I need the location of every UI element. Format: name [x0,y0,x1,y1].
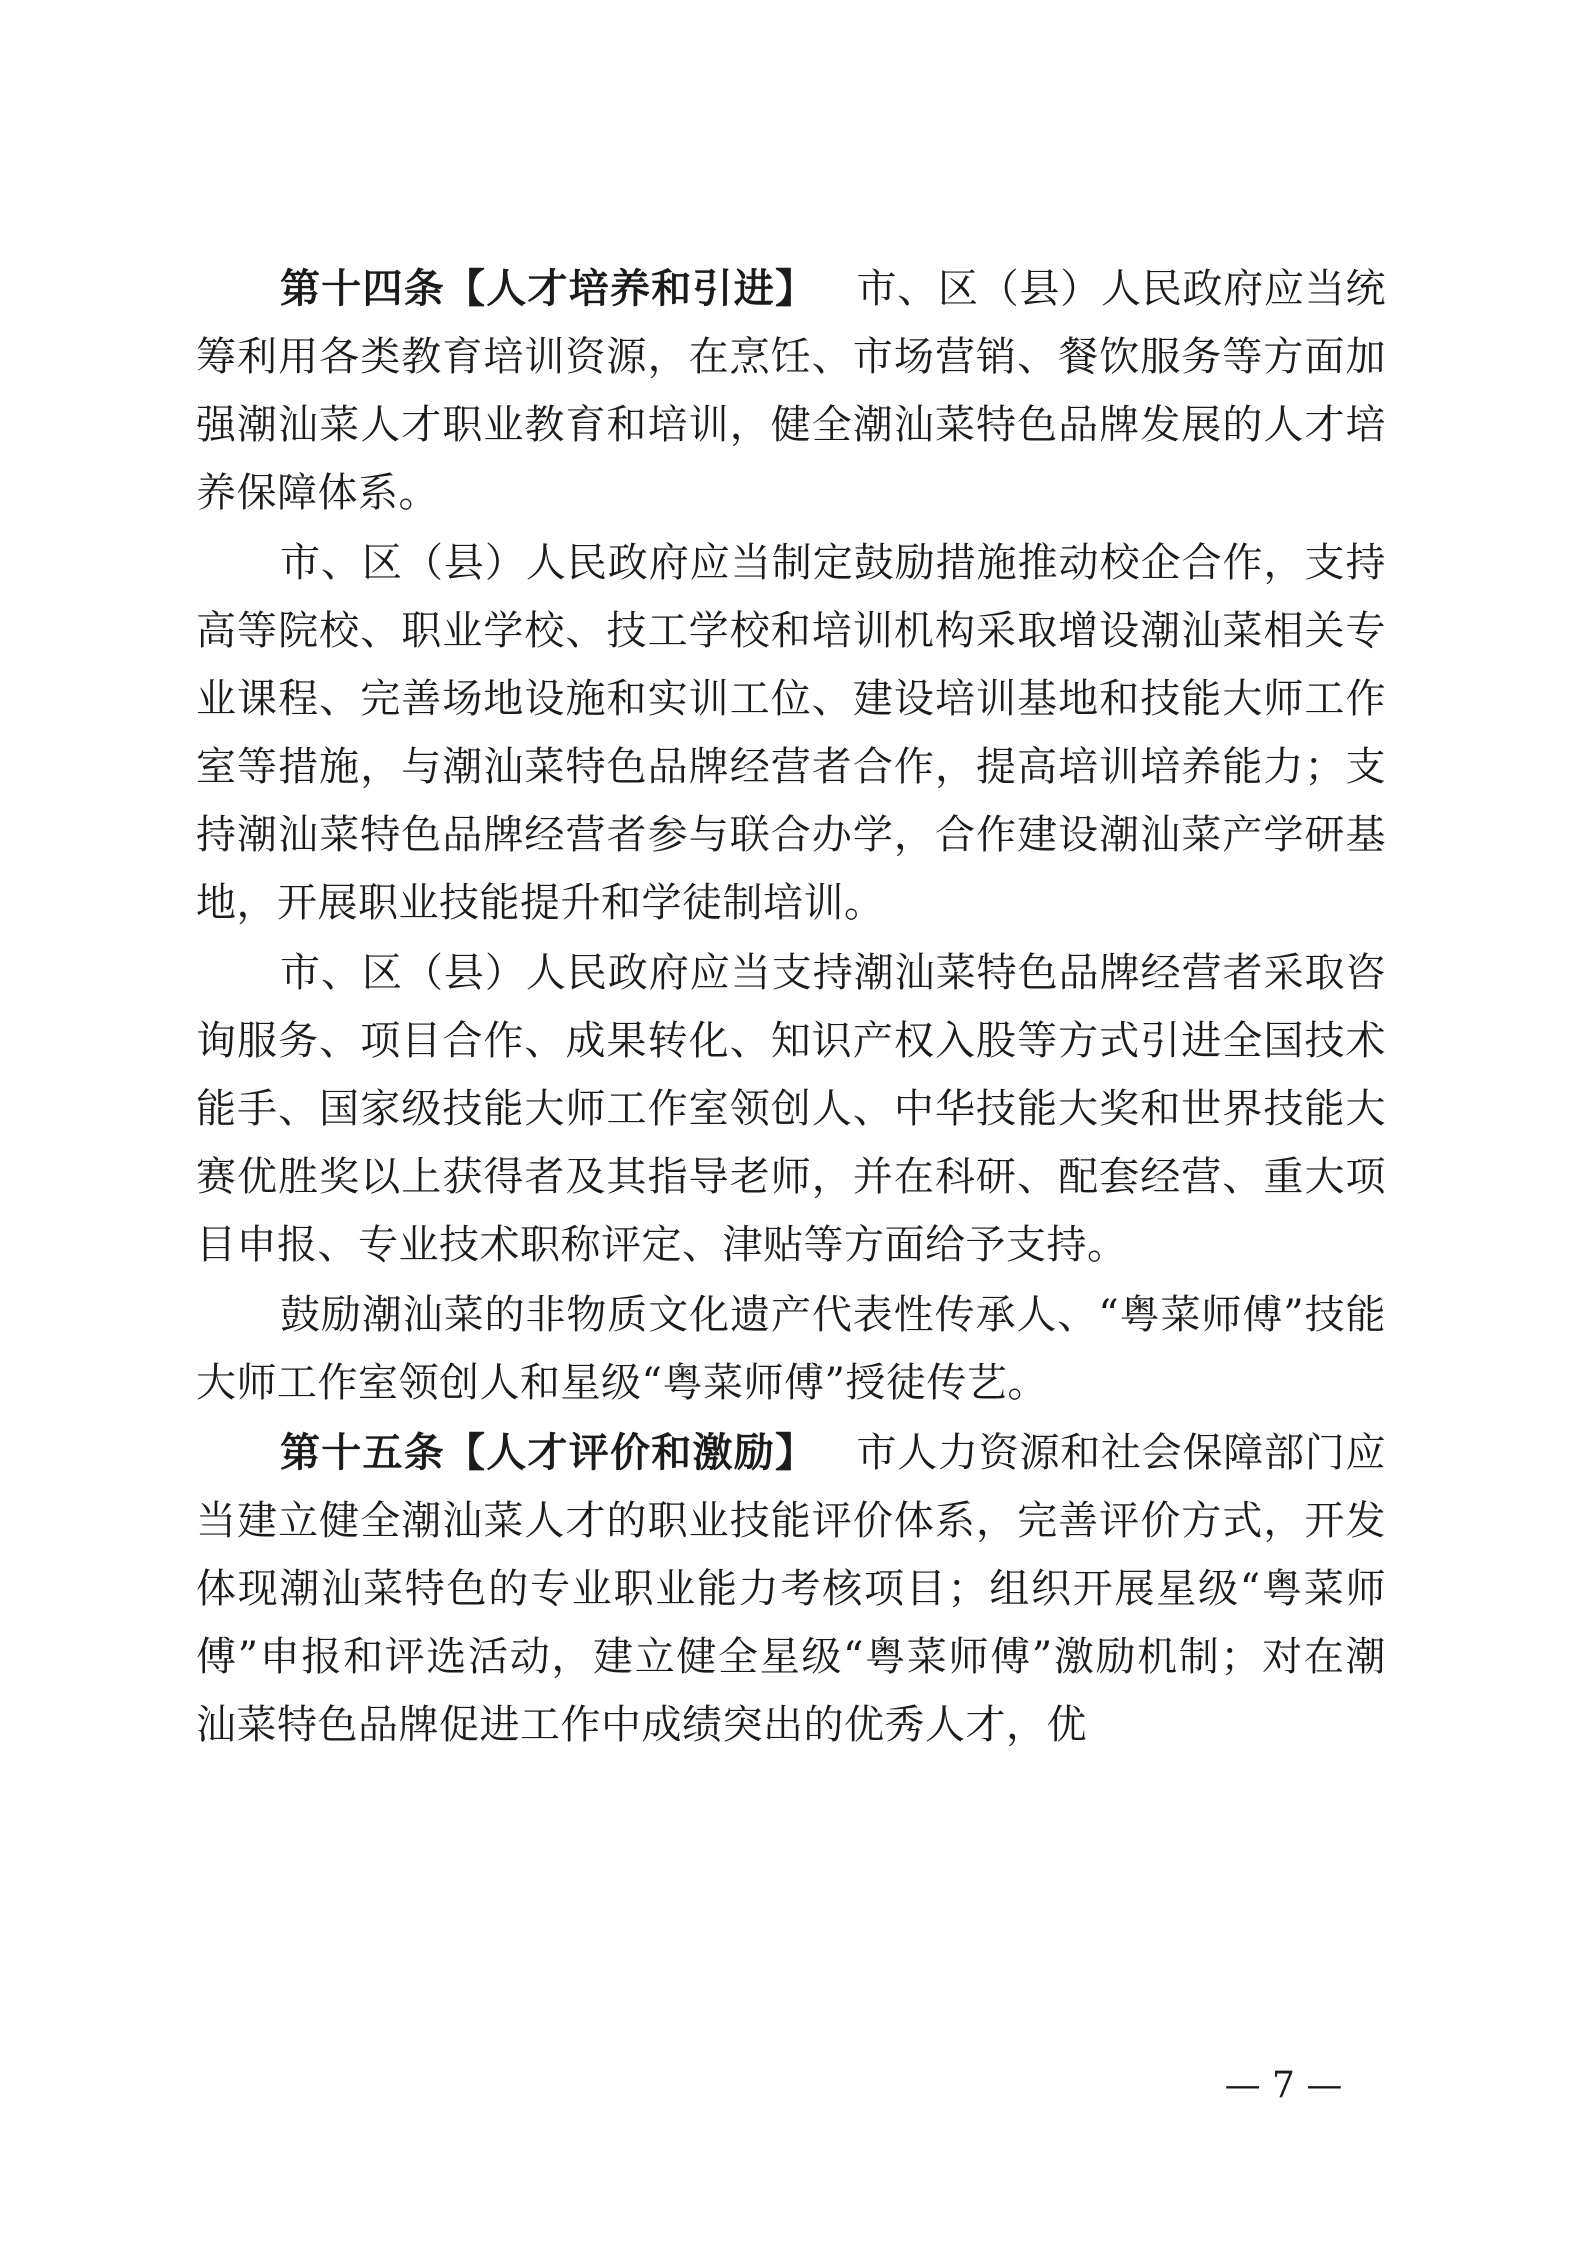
paragraph-text: 鼓励潮汕菜的非物质文化遗产代表性传承人、“粤菜师傅”技能大师工作室领创人和星级“粤菜师傅”授徒传艺。 [196,1292,1386,1406]
paragraph-article-14 [196,255,1386,527]
paragraph-text: 市、区（县）人民政府应当统筹利用各类教育培训资源，在烹饪、市场营销、餐饮服务等方面加强潮汕菜人才职业教育和培训，健全潮汕菜特色品牌发展的人才培养保障体系。 [196,266,1386,516]
paragraph-article-14-p4 [196,1281,1386,1417]
paragraph-text: 市、区（县）人民政府应当支持潮汕菜特色品牌经营者采取咨询服务、项目合作、成果转化、知识产权入股等方式引进全国技术能手、国家级技能大师工作室领创人、中华技能大奖和世界技能大赛优胜奖以上获得者及其指导老师，并在科研、配套经营、重大项目申报、专业技术职称评定、津贴等方面给予支持。 [196,950,1386,1268]
article-heading-14: 第十四条【人才培养和引进】 [280,265,817,312]
paragraph-article-14-p3 [196,939,1386,1279]
paragraph-text: 市、区（县）人民政府应当制定鼓励措施推动校企合作，支持高等院校、职业学校、技工学校和培训机构采取增设潮汕菜相关专业课程、完善场地设施和实训工位、建设培训基地和技能大师工作室等措施，与潮汕菜特色品牌经营者合作，提高培训培养能力；支持潮汕菜特色品牌经营者参与联合办学，合作建设潮汕菜产学研基地，开展职业技能提升和学徒制培训。 [196,540,1386,926]
paragraph-article-14-p2 [196,529,1386,937]
paragraph-text: 市人力资源和社会保障部门应当建立健全潮汕菜人才的职业技能评价体系，完善评价方式，开发体现潮汕菜特色的专业职业能力考核项目；组织开展星级“粤菜师傅”申报和评选活动，建立健全星级“粤菜师傅”激励机制；对在潮汕菜特色品牌促进工作中成绩突出的优秀人才，优 [196,1430,1386,1748]
document-body [196,255,1386,1761]
paragraph-article-15 [196,1419,1386,1759]
page-number: — 7 — [1224,2065,1343,2106]
page-footer [0,2065,1587,2106]
article-heading-15: 第十五条【人才评价和激励】 [280,1429,817,1476]
